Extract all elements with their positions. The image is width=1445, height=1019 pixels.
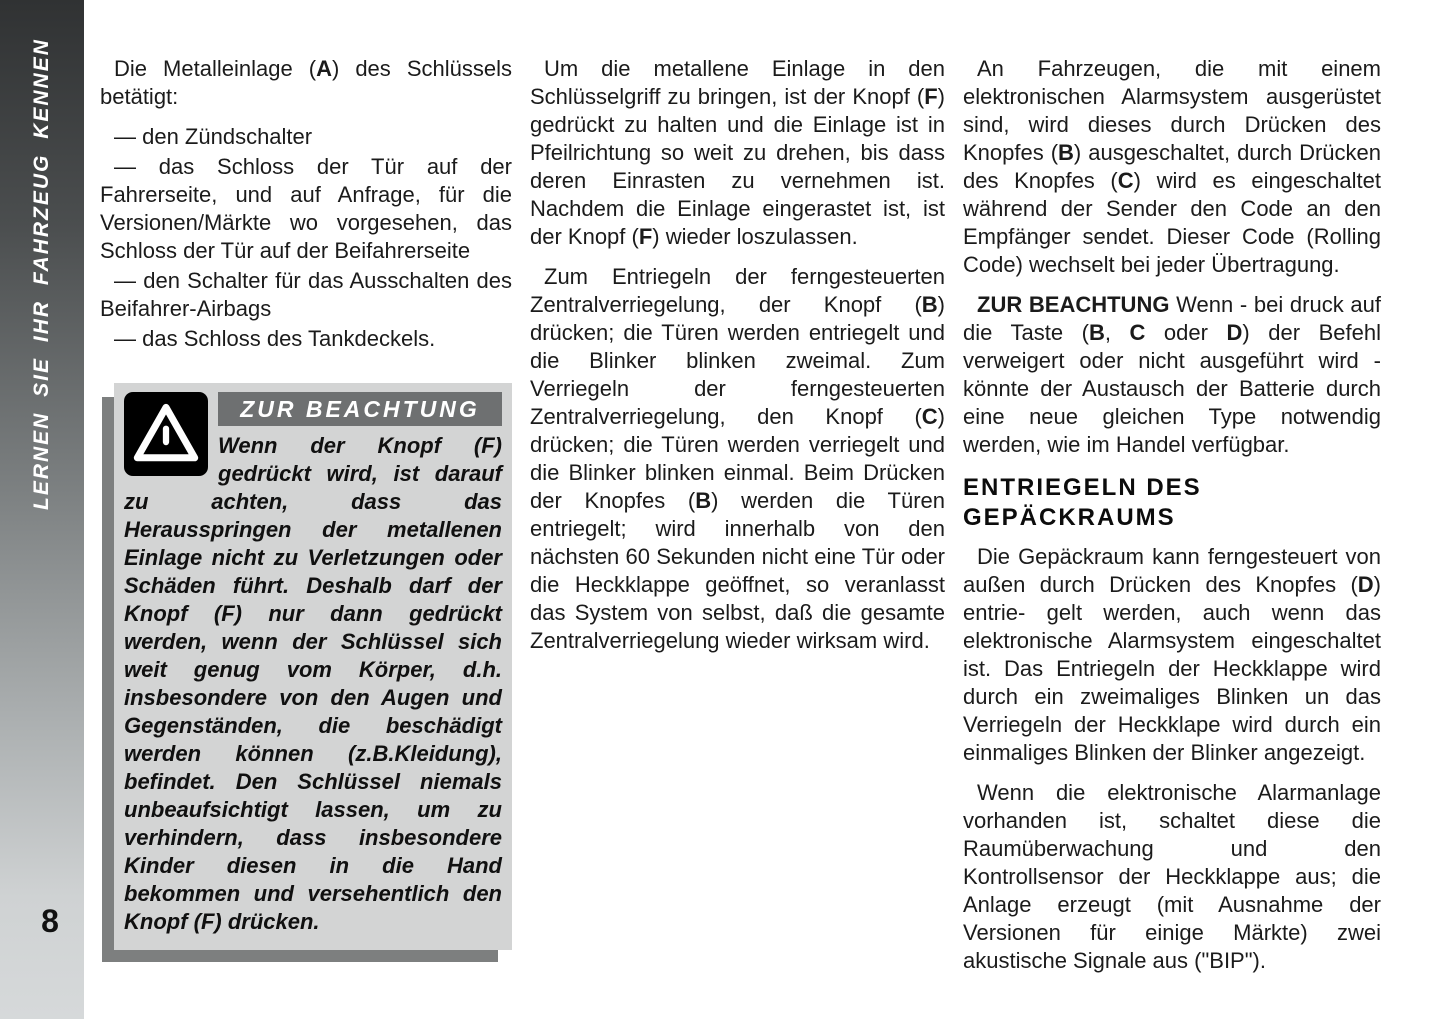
warning-box bbox=[114, 383, 512, 950]
warning-body-text: Wenn der Knopf (F) gedrückt wird, ist darauf zu achten, dass das Herausspringen der metallenen Einlage nicht zu Verletzungen oder Schäden führt. Deshalb darf der Knopf (F) nur dann gedrückt werden, wenn der Schlüssel sich weit genug vom Körper, d.h. insbesondere von den Augen und Gegenständen, die beschädigt werden können (z.B.Kleidung), befindet. Den Schlüssel niemals unbeaufsichtigt lassen, um zu verhindern, dass insbesondere Kinder diesen in die Hand bekommen und versehentlich den Knopf (F) drücken. bbox=[124, 433, 502, 934]
column-right bbox=[963, 55, 1381, 987]
page-number: 8 bbox=[41, 903, 59, 939]
sidebar-chapter-title: LERNEN SIE IHR FAHRZEUG KENNEN bbox=[30, 38, 53, 511]
paragraph-boot-release: Die Gepäckraum kann ferngesteuert von außen durch Drücken des Knopfes (D) entrie- gelt werden, auch wenn das elektronische Alarmsystem eingeschaltet ist. Das Entriegeln der Heckklappe wird durch ein zweimaliges Blinken un das Verriegeln der Heckklape wird durch ein einmaliges Blinken der Blinker angezeigt. bbox=[963, 544, 1381, 765]
paragraph-insert-blade: Um die metallene Einlage in den Schlüsselgriff zu bringen, ist der Knopf (F) gedrückt zu halten und die Einlage ist in Pfeilrichtung so weit zu drehen, bis dass deren Einrasten zu vernehmen ist. Nachdem die Einlage eingerastet ist, ist der Knopf (F) wieder loszulassen. bbox=[530, 56, 945, 249]
paragraph-central-locking: Zum Entriegeln der ferngesteuerten Zentralverriegelung, der Knopf (B) drücken; die Türen werden entriegelt und die Blinker blinken zweimal. Zum Verriegeln der ferngesteuerten Zentralverriegelung, den Knopf (C) drücken; die Türen werden verriegelt und die Blinker blinken einmal. Beim Drücken der Knopfes (B) werden die Türen entriegelt; wird innerhalb von den nächsten 60 Sekunden nicht eine Tür oder die Heckklappe geöffnet, so veranlasst das System von selbst, daß die gesamte Zentralverriegelung wieder wirksam wird. bbox=[530, 264, 946, 653]
paragraph-key-intro: Die Metalleinlage (A) des Schlüssels betätigt: bbox=[100, 56, 512, 109]
paragraph-alarm-bip: Wenn die elektronische Alarmanlage vorhanden ist, schaltet diese die Raumüberwachung und den Kontrollsensor der Heckklappe aus; die Anlage erzeugt (mit Ausnahme der Versionen für einige Märkte) zwei akustische Signale aus ("BIP"). bbox=[963, 780, 1381, 973]
dash-item: — das Schloss des Tankdeckels. bbox=[114, 326, 436, 351]
dash-item: — den Zündschalter bbox=[114, 124, 313, 149]
dash-item: — das Schloss der Tür auf der Fahrerseite, und auf Anfrage, für die Versionen/Märkte wo vorgesehen, das Schloss der Tür auf der Beifahrerseite bbox=[100, 154, 512, 263]
warning-title: ZUR BEACHTUNG bbox=[218, 392, 502, 426]
dash-item: — den Schalter für das Ausschalten des Beifahrer-Airbags bbox=[100, 268, 512, 321]
column-middle bbox=[530, 55, 945, 667]
warning-triangle-icon bbox=[124, 392, 208, 476]
column-left bbox=[100, 55, 512, 950]
section-heading-boot-release: ENTRIEGELN DES GEPÄCKRAUMS bbox=[963, 474, 1202, 531]
paragraph-note-battery: ZUR BEACHTUNG Wenn - bei druck auf die Taste (B, C oder D) der Befehl verweigert oder nicht ausgeführt wird - könnte der Austausch der Batterie durch eine neue gleichen Type notwendig werden, wie im Handel verfügbar. bbox=[963, 292, 1381, 457]
paragraph-alarm-system: An Fahrzeugen, die mit einem elektronischen Alarmsystem ausgerüstet sind, wird dieses durch Drücken des Knopfes (B) ausgeschaltet, durch Drücken des Knopfes (C) wird es eingeschaltet während der Sender den Code an den Empfänger sendet. Dieser Code (Rolling Code) wechselt bei jeder Übertragung. bbox=[963, 56, 1382, 277]
